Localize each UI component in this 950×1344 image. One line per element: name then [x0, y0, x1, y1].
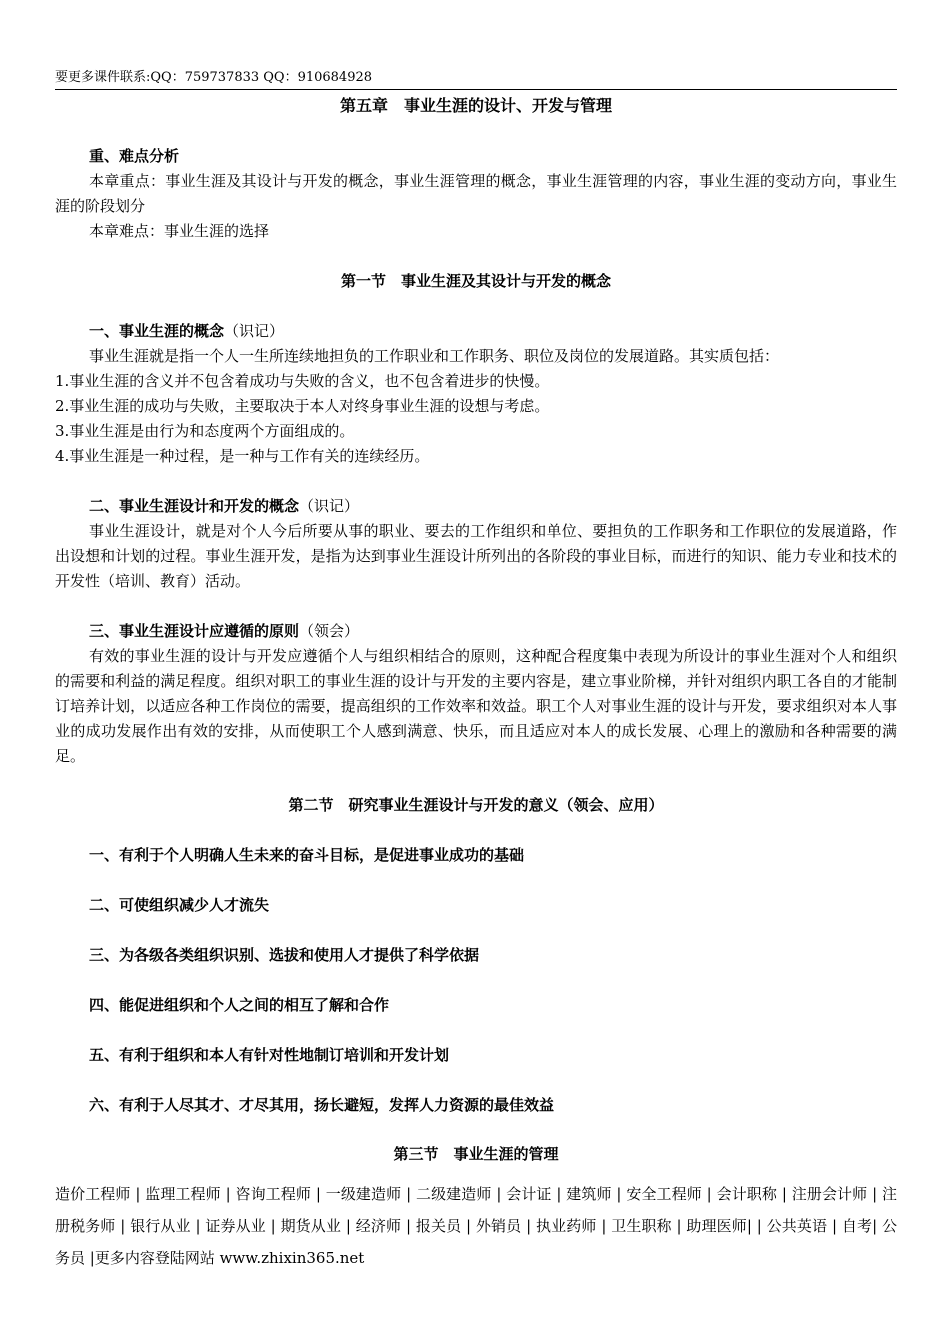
page-footer: 造价工程师 | 监理工程师 | 咨询工程师 | 一级建造师 | 二级建造师 | 会计证 | 建筑师 | 安全工程师 | 会计职称 | 注册会计师 | 注册税务师 | 银行从业 | 证券从业 | 期货从业 | 经济师 | 报关员 | 外销员 | 执业药师 | 卫生职称 | 助理医师| | 公共英语 | 自考| 公务员 |更多内容登陆网站 www.zhixin365.net	[55, 1185, 897, 1267]
section1-part2-heading: 二、事业生涯设计和开发的概念（识记）	[89, 497, 360, 515]
key-points-heading: 重、难点分析	[89, 147, 180, 165]
list-item: 2.事业生涯的成功与失败，主要取决于本人对终身事业生涯的设想与考虑。	[55, 397, 550, 415]
section1-part1-note: （识记）	[224, 322, 285, 340]
key-points-difficulty: 本章难点：事业生涯的选择	[89, 222, 270, 240]
section1-part3-note: （领会）	[299, 622, 360, 640]
section2-point: 四、能促进组织和个人之间的相互了解和合作	[89, 996, 390, 1014]
list-item: 1.事业生涯的含义并不包含着成功与失败的含义，也不包含着进步的快慢。	[55, 372, 550, 390]
section1-part3-heading: 三、事业生涯设计应遵循的原则（领会）	[89, 622, 360, 640]
section2-point: 三、为各级各类组织识别、选拔和使用人才提供了科学依据	[89, 946, 480, 964]
section1-part1-heading: 一、事业生涯的概念（识记）	[89, 322, 285, 340]
chapter-title: 第五章 事业生涯的设计、开发与管理	[339, 96, 612, 115]
section2-title: 第二节 研究事业生涯设计与开发的意义（领会、应用）	[288, 796, 664, 814]
list-item: 4.事业生涯是一种过程，是一种与工作有关的连续经历。	[55, 447, 430, 465]
list-item: 3.事业生涯是由行为和态度两个方面组成的。	[55, 422, 355, 440]
section1-part2-note: （识记）	[299, 497, 360, 515]
key-points-focus: 本章重点：事业生涯及其设计与开发的概念，事业生涯管理的概念，事业生涯管理的内容，事业生涯的变动方向，事业生涯的阶段划分	[55, 172, 897, 215]
section2-point: 五、有利于组织和本人有针对性地制订培训和开发计划	[89, 1046, 450, 1064]
section1-part2-text: 事业生涯设计，就是对个人今后所要从事的职业、要去的工作组织和单位、要担负的工作职务和工作职位的发展道路，作出设想和计划的过程。事业生涯开发，是指为达到事业生涯设计所列出的各阶段的事业目标，而进行的知识、能力专业和技术的开发性（培训、教育）活动。	[55, 522, 897, 590]
section3-title: 第三节 事业生涯的管理	[393, 1145, 559, 1163]
section1-part3-text: 有效的事业生涯的设计与开发应遵循个人与组织相结合的原则，这种配合程度集中表现为所设计的事业生涯对个人和组织的需要和利益的满足程度。组织对职工的事业生涯的设计与开发的主要内容是，建立事业阶梯，并针对组织内职工各自的才能制订培养计划，以适应各种工作岗位的需要，提高组织的工作效率和效益。职工个人对事业生涯的设计与开发，要求组织对本人事业的成功发展作出有效的安排，从而使职工个人感到满意、快乐，而且适应对本人的成长发展、心理上的激励和各种需要的满足。	[55, 647, 897, 765]
page-header: 要更多课件联系:QQ：759737833 QQ：910684928	[55, 68, 897, 90]
section2-point: 六、有利于人尽其才、才尽其用，扬长避短，发挥人力资源的最佳效益	[89, 1096, 555, 1114]
section2-point: 二、可使组织减少人才流失	[89, 896, 270, 914]
section1-part1-intro: 事业生涯就是指一个人一生所连续地担负的工作职业和工作职务、职位及岗位的发展道路。其实质包括：	[89, 347, 780, 365]
section1-title: 第一节 事业生涯及其设计与开发的概念	[340, 272, 611, 290]
document-body	[55, 92, 897, 1167]
section2-point: 一、有利于个人明确人生未来的奋斗目标，是促进事业成功的基础	[89, 846, 525, 864]
